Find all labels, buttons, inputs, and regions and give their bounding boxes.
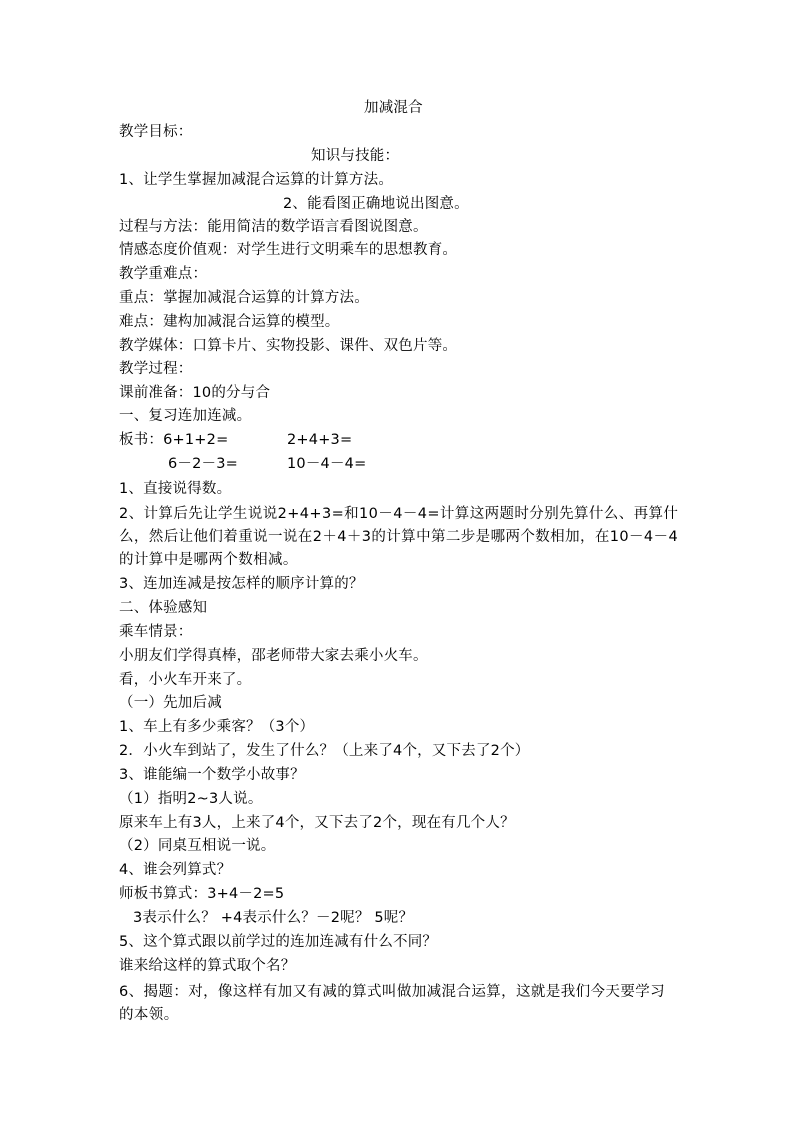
text-line: 谁来给这样的算式取个名？ — [119, 958, 296, 974]
formula-line: 2+4+3= — [287, 432, 353, 448]
text-line: 4、谁会列算式？ — [119, 862, 232, 878]
text-line: 2、能看图正确地说出图意。 — [283, 196, 469, 212]
text-line: 课前准备：10的分与合 — [119, 385, 271, 401]
text-line: 教学过程： — [119, 361, 193, 377]
text-line: 3、连加连减是按怎样的顺序计算的？ — [119, 576, 364, 592]
text-line: 教学媒体：口算卡片、实物投影、课件、双色片等。 — [119, 338, 458, 354]
paragraph: 6、揭题：对，像这样有加又有减的算式叫做加减混合运算，这就是我们今天要学习的本领。 — [119, 984, 666, 1023]
text-line: （1）指明2~3人说。 — [119, 791, 263, 807]
text-line: 1、直接说得数。 — [119, 481, 232, 497]
text-line: 重点：掌握加减混合运算的计算方法。 — [119, 290, 369, 306]
text-line: 教学重难点： — [119, 266, 208, 282]
formula-line: 板书：6+1+2= — [119, 432, 229, 448]
text-line: 教学目标： — [119, 124, 193, 140]
section-heading: 二、体验感知 — [119, 600, 208, 616]
document-title: 加减混合 — [364, 100, 423, 116]
text-line: 乘车情景： — [119, 624, 193, 640]
text-line: 1、让学生掌握加减混合运算的计算方法。 — [119, 172, 394, 188]
text-line: 难点：建构加减混合运算的模型。 — [119, 314, 340, 330]
text-line: 情感态度价值观：对学生进行文明乘车的思想教育。 — [119, 242, 458, 258]
text-line: （一）先加后减 — [119, 695, 222, 711]
text-line: 一、复习连加连减。 — [119, 408, 252, 424]
text-line: 知识与技能： — [311, 148, 400, 164]
text-line: 2．小火车到站了，发生了什么？（上来了4个，又下去了2个） — [119, 743, 530, 759]
formula-line: 10－4－4= — [287, 456, 367, 472]
text-line: （2）同桌互相说一说。 — [119, 838, 276, 854]
paragraph: 2、计算后先让学生说说2+4+3=和10－4－4=计算这两题时分别先算什么、再算什么，然后让他们着重说一说在2＋4＋3的计算中第二步是哪两个数相加，在10－4－4的计算中是哪两个数相减。 — [119, 506, 679, 568]
text-line: 原来车上有3人，上来了4个，又下去了2个，现在有几个人？ — [119, 815, 515, 831]
text-line: 师板书算式：3+4－2=5 — [119, 886, 285, 902]
text-line: 过程与方法：能用简洁的数学语言看图说图意。 — [119, 219, 428, 235]
formula-line: 6－2－3= — [168, 456, 239, 472]
text-line: 3表示什么？ +4表示什么？－2呢？ 5呢？ — [133, 910, 414, 926]
text-line: 看，小火车开来了。 — [119, 672, 252, 688]
text-line: 5、这个算式跟以前学过的连加连减有什么不同？ — [119, 934, 438, 950]
text-line: 3、谁能编一个数学小故事？ — [119, 767, 305, 783]
text-line: 1、车上有多少乘客？（3个） — [119, 719, 315, 735]
text-line: 小朋友们学得真棒，邵老师带大家去乘小火车。 — [119, 648, 428, 664]
